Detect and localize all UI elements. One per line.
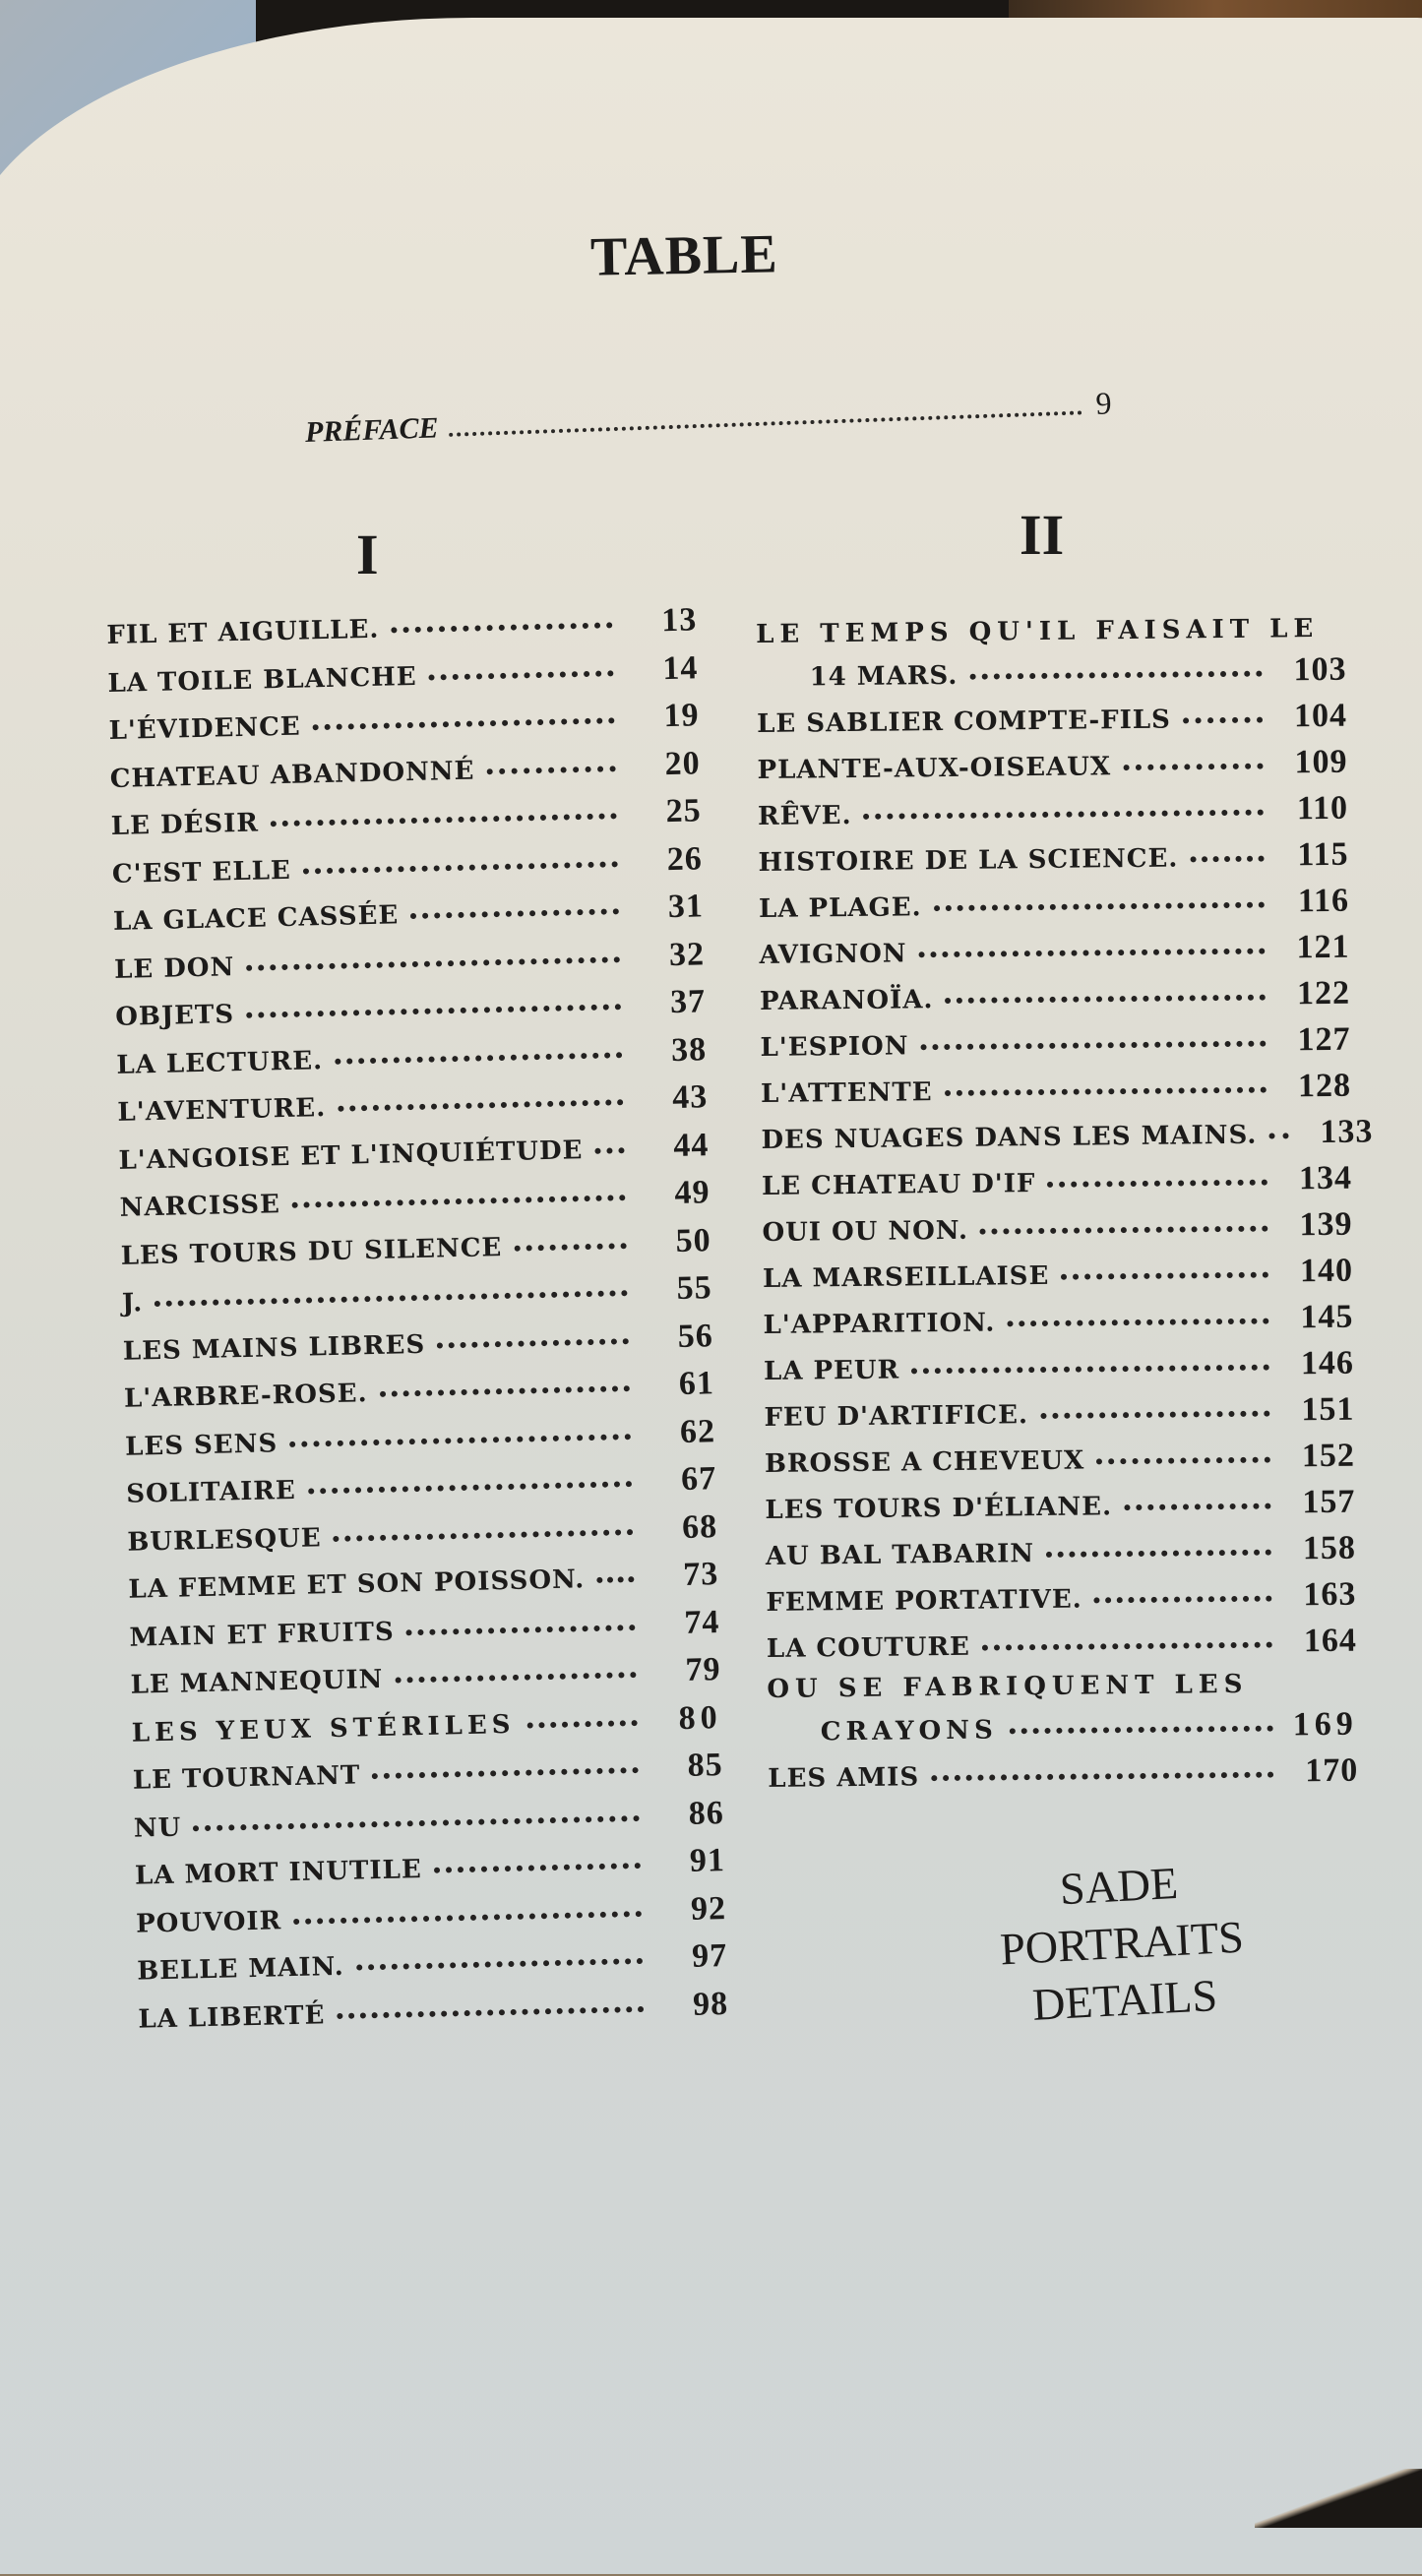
entry-page: 43 (671, 1078, 709, 1117)
entry-page: 67 (680, 1460, 717, 1498)
entry-title-continued: CRAYONS (820, 1715, 998, 1748)
entry-page: 85 (687, 1747, 724, 1784)
entry-page: 61 (678, 1365, 715, 1402)
closing-line-portraits: PORTRAITS (998, 1911, 1245, 1975)
entry-page: 97 (691, 1937, 728, 1975)
dot-leader (514, 1243, 626, 1252)
entry-title: BURLESQUE (127, 1522, 322, 1558)
dot-leader (1040, 1411, 1270, 1419)
toc-entry (758, 836, 1348, 889)
dot-leader (338, 1099, 623, 1112)
entry-title: LES AMIS (768, 1762, 920, 1794)
toc-entry (762, 1160, 1352, 1212)
toc-entry (766, 1576, 1356, 1628)
entry-page: 122 (1296, 974, 1351, 1012)
dot-leader (434, 1863, 641, 1873)
entry-title: LES TOURS DU SILENCE (120, 1232, 503, 1271)
dot-leader (931, 1772, 1273, 1782)
dot-leader (1047, 1180, 1267, 1188)
dot-leader (292, 1195, 626, 1208)
entry-title: J. (121, 1288, 144, 1319)
entry-page: 170 (1305, 1751, 1359, 1790)
dot-leader (437, 1338, 629, 1348)
dot-leader (911, 1365, 1269, 1375)
dot-leader (864, 810, 1265, 820)
dot-leader (380, 1385, 630, 1397)
entry-page: 68 (681, 1507, 718, 1546)
toc-entry (762, 1206, 1352, 1258)
entry-title: FIL ET AIGUILLE. (106, 614, 380, 650)
entry-page: 104 (1293, 697, 1348, 735)
dot-leader (526, 1720, 637, 1729)
entry-title: LA PEUR (763, 1355, 900, 1386)
preface-page-number: 9 (1094, 385, 1113, 421)
dot-leader (293, 1910, 642, 1924)
toc-entry (757, 744, 1347, 796)
entry-title: PARANOÏA. (759, 985, 934, 1016)
part-1-entries (106, 601, 729, 2046)
entry-page: 44 (672, 1126, 710, 1164)
entry-title: LE MANNEQUIN (130, 1664, 384, 1700)
entry-page: 163 (1303, 1575, 1357, 1614)
toc-entry (766, 1530, 1356, 1582)
toc-entry (760, 1021, 1350, 1073)
dot-leader (594, 1147, 624, 1154)
entry-title: L'ÉVIDENCE (108, 711, 302, 746)
entry-title: MAIN ET FRUITS (129, 1617, 396, 1653)
entry-page: 49 (674, 1174, 711, 1212)
dot-leader (1096, 1457, 1270, 1465)
entry-title: BROSSE A CHEVEUX (764, 1445, 1085, 1479)
toc-entry (768, 1706, 1358, 1758)
entry-page: 55 (676, 1269, 713, 1308)
page-title: TABLE (589, 223, 779, 288)
dot-leader (193, 1815, 640, 1831)
entry-title: DES NUAGES DANS LES MAINS. (761, 1120, 1258, 1155)
dot-leader (429, 670, 614, 680)
entry-title: L'ESPION (760, 1031, 909, 1063)
dot-leader (1190, 856, 1264, 863)
entry-title: CHATEAU ABANDONNÉ (109, 756, 475, 794)
dot-leader (596, 1576, 634, 1583)
part-heading-2: II (1020, 503, 1065, 567)
entry-title: LES YEUX STÉRILES (131, 1709, 516, 1748)
entry-page: 152 (1301, 1437, 1356, 1475)
entry-title: LA TOILE BLANCHE (107, 661, 417, 699)
dot-leader (1046, 1550, 1271, 1558)
entry-page: 127 (1297, 1020, 1351, 1059)
entry-page: 164 (1303, 1622, 1358, 1660)
dot-leader (337, 2005, 644, 2018)
entry-title: L'ANGOISE ET L'INQUIÉTUDE (118, 1135, 584, 1176)
dot-leader (303, 861, 618, 874)
entry-page: 13 (660, 601, 698, 640)
dot-leader (1183, 717, 1263, 724)
entry-page: 56 (677, 1317, 714, 1355)
entry-page: 169 (1292, 1705, 1358, 1744)
entry-title: LA LIBERTÉ (138, 1999, 326, 2035)
closing-line-details: DETAILS (1030, 1970, 1219, 2030)
entry-page: 38 (670, 1030, 708, 1069)
entry-page: 31 (667, 888, 705, 926)
toc-entry-first-line (767, 1669, 1357, 1712)
toc-entry (757, 698, 1347, 750)
entry-page: 73 (682, 1556, 719, 1593)
entry-page: 139 (1299, 1205, 1353, 1244)
entry-title: LES MAINS LIBRES (122, 1329, 426, 1367)
toc-entry (761, 1113, 1374, 1166)
dot-leader (1010, 1726, 1273, 1735)
entry-page: 37 (669, 983, 707, 1021)
toc-entry (763, 1299, 1353, 1351)
toc-entry (764, 1345, 1354, 1397)
entry-title: AU BAL TABARIN (765, 1539, 1035, 1571)
entry-title: PLANTE-AUX-OISEAUX (757, 752, 1112, 785)
dot-leader (335, 1052, 622, 1065)
dot-leader (313, 717, 615, 730)
entry-page: 79 (685, 1651, 721, 1688)
part-2-entries (756, 614, 1374, 1805)
dot-leader (919, 949, 1266, 958)
dot-leader (246, 956, 620, 971)
entry-page: 109 (1294, 743, 1348, 781)
dot-leader (391, 622, 612, 633)
entry-title: OBJETS (114, 1000, 235, 1032)
entry-page: 133 (1320, 1113, 1374, 1151)
entry-page: 26 (666, 839, 704, 878)
entry-page: 140 (1299, 1252, 1354, 1290)
entry-title: LE SABLIER COMPTE-FILS (756, 705, 1172, 739)
entry-title: OU SE FABRIQUENT LES (767, 1669, 1249, 1704)
entry-title: LE TOURNANT (132, 1760, 361, 1796)
toc-entry (761, 1068, 1351, 1120)
toc-entry (764, 1391, 1354, 1443)
dot-leader (155, 1290, 628, 1307)
entry-title: POUVOIR (135, 1905, 282, 1939)
dot-leader (920, 1041, 1266, 1051)
entry-title: LA MORT INUTILE (134, 1855, 423, 1891)
entry-title: LE CHATEAU D'IF (761, 1169, 1036, 1201)
entry-page: 110 (1296, 789, 1349, 828)
entry-title: AVIGNON (759, 939, 907, 970)
toc-entry-first-line (756, 614, 1346, 657)
entry-page: 19 (663, 697, 700, 735)
entry-title: LA FEMME ET SON POISSON. (128, 1564, 586, 1605)
entry-title: C'EST ELLE (111, 855, 292, 889)
toc-entry (756, 651, 1346, 704)
entry-page: 103 (1293, 650, 1347, 689)
dot-leader (449, 410, 1082, 436)
toc-entry (760, 975, 1350, 1027)
toc-entry (767, 1623, 1357, 1675)
entry-page: 74 (683, 1603, 720, 1641)
entry-page: 134 (1298, 1159, 1353, 1197)
dot-leader (1124, 1503, 1270, 1511)
entry-title: FEU D'ARTIFICE. (764, 1400, 1029, 1433)
closing-section-heading (970, 1850, 1274, 2036)
entry-title: L'ATTENTE (760, 1077, 933, 1109)
entry-title: RÊVE. (757, 800, 852, 831)
dot-leader (356, 1958, 644, 1971)
entry-title: LA LECTURE. (116, 1045, 324, 1080)
dot-leader (334, 1529, 634, 1542)
entry-page: 121 (1296, 928, 1350, 966)
dot-leader (372, 1767, 639, 1779)
entry-title: HISTOIRE DE LA SCIENCE. (758, 843, 1179, 878)
dot-leader (1094, 1596, 1272, 1604)
entry-page: 157 (1302, 1483, 1356, 1521)
entry-page: 86 (688, 1794, 725, 1832)
dot-leader (980, 1226, 1268, 1235)
entry-page: 158 (1302, 1529, 1357, 1567)
entry-page: 14 (661, 648, 699, 687)
entry-page: 20 (664, 744, 701, 782)
entry-page: 50 (675, 1221, 711, 1259)
toc-entry (759, 929, 1349, 981)
dot-leader (308, 1481, 632, 1494)
entry-page: 151 (1301, 1390, 1355, 1429)
dot-leader (969, 671, 1262, 680)
entry-page: 80 (678, 1698, 722, 1737)
dot-leader (945, 995, 1266, 1004)
entry-title: FEMME PORTATIVE. (766, 1584, 1082, 1618)
dot-leader (406, 1625, 636, 1635)
entry-page: 62 (679, 1412, 716, 1450)
dot-leader (934, 902, 1265, 912)
entry-title: NU (133, 1812, 182, 1844)
entry-page: 145 (1300, 1298, 1354, 1336)
part-heading-1: I (356, 522, 379, 586)
entry-page: 91 (689, 1842, 726, 1879)
entry-page: 25 (665, 792, 703, 830)
dot-leader (271, 813, 617, 827)
toc-entry (759, 883, 1349, 935)
entry-title: LA COUTURE (766, 1631, 971, 1664)
entry-title: LES TOURS D'ÉLIANE. (765, 1492, 1113, 1525)
toc-entry (758, 790, 1348, 842)
entry-page: 92 (690, 1889, 727, 1928)
entry-title: SOLITAIRE (125, 1475, 297, 1509)
entry-page: 32 (668, 935, 706, 973)
dot-leader (982, 1642, 1272, 1651)
dot-leader (1268, 1133, 1288, 1138)
entry-page: 98 (692, 1985, 729, 2023)
closing-line-sade: SADE (1058, 1857, 1180, 1915)
entry-title: LA GLACE CASSÉE (112, 900, 400, 937)
entry-title: L'APPARITION. (763, 1308, 996, 1340)
dot-leader (289, 1434, 631, 1447)
dot-leader (246, 1004, 621, 1018)
toc-entry (765, 1484, 1355, 1536)
preface-entry (304, 385, 1112, 450)
entry-title: LA MARSEILLAISE (762, 1260, 1050, 1294)
dot-leader (395, 1672, 636, 1684)
toc-entry (765, 1438, 1355, 1490)
entry-title-continued: 14 MARS. (809, 660, 958, 693)
dot-leader (410, 908, 619, 919)
dot-leader (1007, 1319, 1268, 1327)
entry-page: 115 (1297, 835, 1349, 874)
toc-entry (763, 1253, 1353, 1305)
dot-leader (1061, 1272, 1268, 1280)
dot-leader (486, 766, 615, 774)
entry-title: L'AVENTURE. (117, 1093, 327, 1128)
entry-title: LES SENS (124, 1428, 278, 1462)
entry-page: 128 (1297, 1067, 1352, 1105)
entry-title: LE DÉSIR (110, 808, 260, 841)
entry-page: 116 (1297, 882, 1350, 920)
entry-title: OUI OU NON. (762, 1215, 969, 1248)
entry-title: BELLE MAIN. (136, 1951, 345, 1987)
dot-leader (1123, 764, 1264, 770)
entry-title: NARCISSE (119, 1190, 281, 1223)
toc-entry (768, 1752, 1358, 1805)
entry-title: LE TEMPS QU'IL FAISAIT LE (756, 614, 1320, 649)
entry-title: L'ARBRE-ROSE. (123, 1379, 368, 1414)
dot-leader (945, 1087, 1267, 1096)
entry-title: LE DON (113, 951, 235, 985)
preface-label: PRÉFACE (304, 411, 440, 449)
entry-title: LA PLAGE. (758, 892, 922, 924)
entry-page: 146 (1300, 1344, 1355, 1382)
